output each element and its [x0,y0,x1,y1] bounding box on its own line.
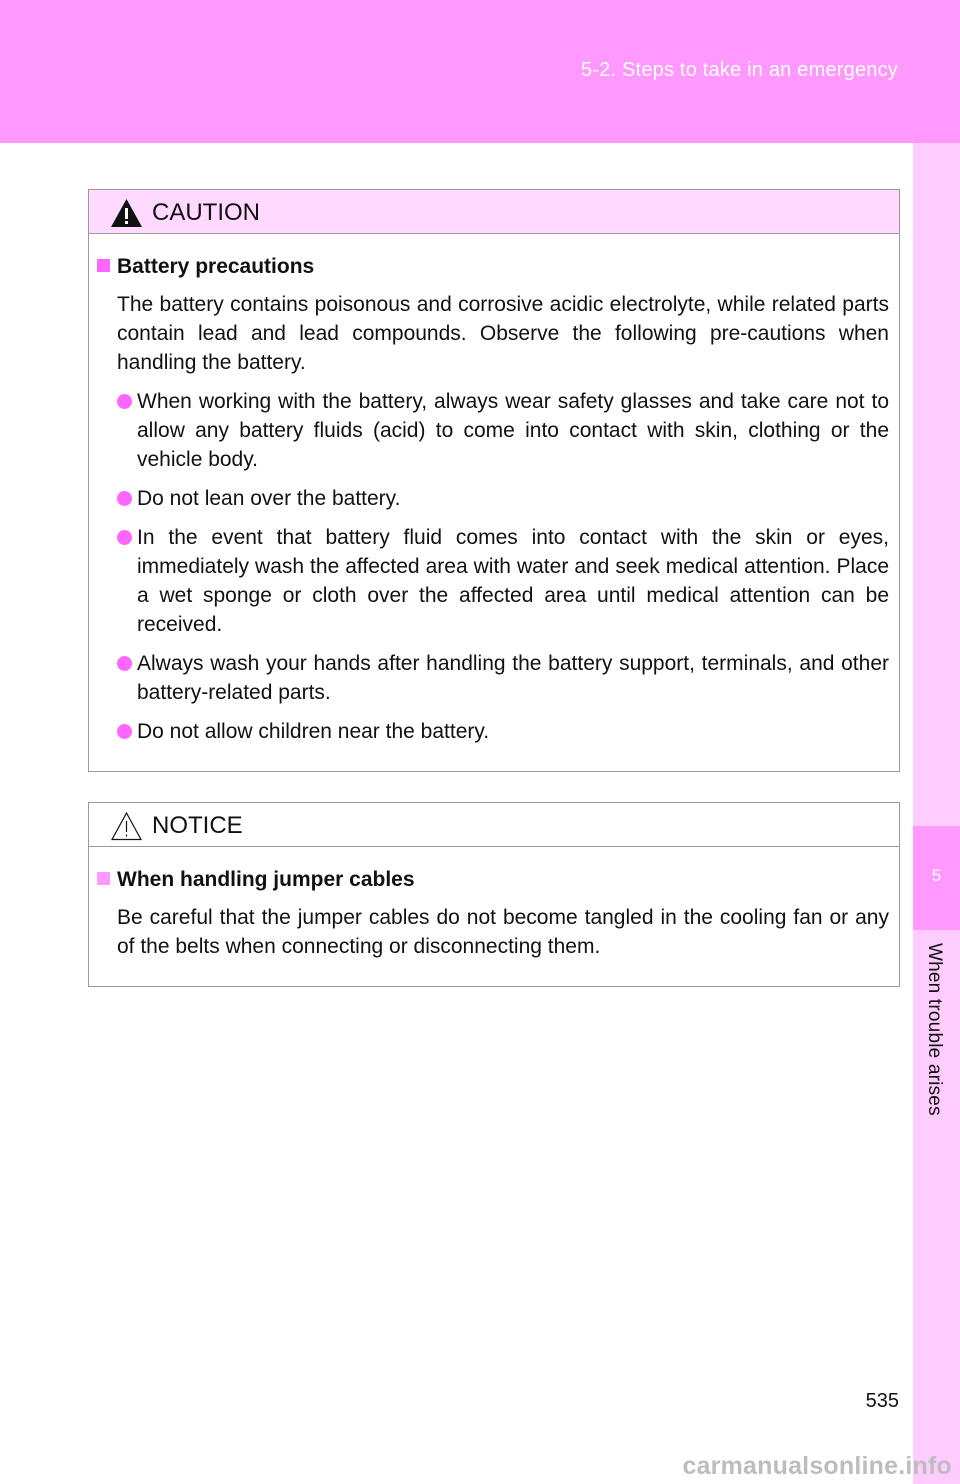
caution-body [89,234,899,776]
caution-heading-row [97,252,889,281]
notice-heading-row [97,865,889,894]
caution-bullet: Do not lean over the battery. [97,484,889,513]
caution-bullet: In the event that battery fluid comes into contact with the skin or eyes, immediately wash the affected area with water and seek medical attention. Place a wet sponge or cloth over the affected area until medical attention can be received. [97,523,889,639]
caution-header [89,190,899,234]
notice-header [89,803,899,847]
notice-heading: When handling jumper cables [117,868,415,891]
page-number: 535 [865,1390,899,1412]
chapter-title: When trouble arises [924,943,945,1116]
caution-heading: Battery precautions [117,255,315,278]
round-bullet-icon [117,491,132,506]
round-bullet-icon [117,656,132,671]
notice-text: Be careful that the jumper cables do not become tangled in the cooling fan or any of the belts when connecting or disconnecting them. [117,906,889,958]
notice-title: NOTICE [152,812,243,839]
section-title: 5-2. Steps to take in an emergency [581,59,898,81]
caution-title: CAUTION [152,199,260,226]
caution-box [88,189,900,772]
square-bullet-icon [97,259,110,272]
chapter-number: 5 [931,866,942,885]
notice-body [89,847,899,991]
chapter-title-container [913,943,960,1143]
notice-box [88,802,900,987]
caution-bullet: Always wash your hands after handling the battery support, terminals, and other battery-related parts. [97,649,889,707]
caution-bullet: When working with the battery, always wear safety glasses and take care not to allow any battery fluids (acid) to come into contact with skin, clothing or the vehicle body. [97,387,889,474]
chapter-number-box [913,826,960,930]
square-bullet-icon [97,872,110,885]
round-bullet-icon [117,724,132,739]
page-header [0,0,960,143]
caution-intro: The battery contains poisonous and corrosive acidic electrolyte, while related parts contain lead and lead compounds. Observe the following pre-cautions when handling the battery. [117,293,889,374]
warning-triangle-icon [110,198,143,228]
round-bullet-icon [117,530,132,545]
chapter-side-tab [913,143,960,1484]
watermark: carmanualsonline.info [682,1452,952,1480]
round-bullet-icon [117,394,132,409]
caution-bullet: Do not allow children near the battery. [97,717,889,746]
notice-triangle-icon [110,811,143,841]
